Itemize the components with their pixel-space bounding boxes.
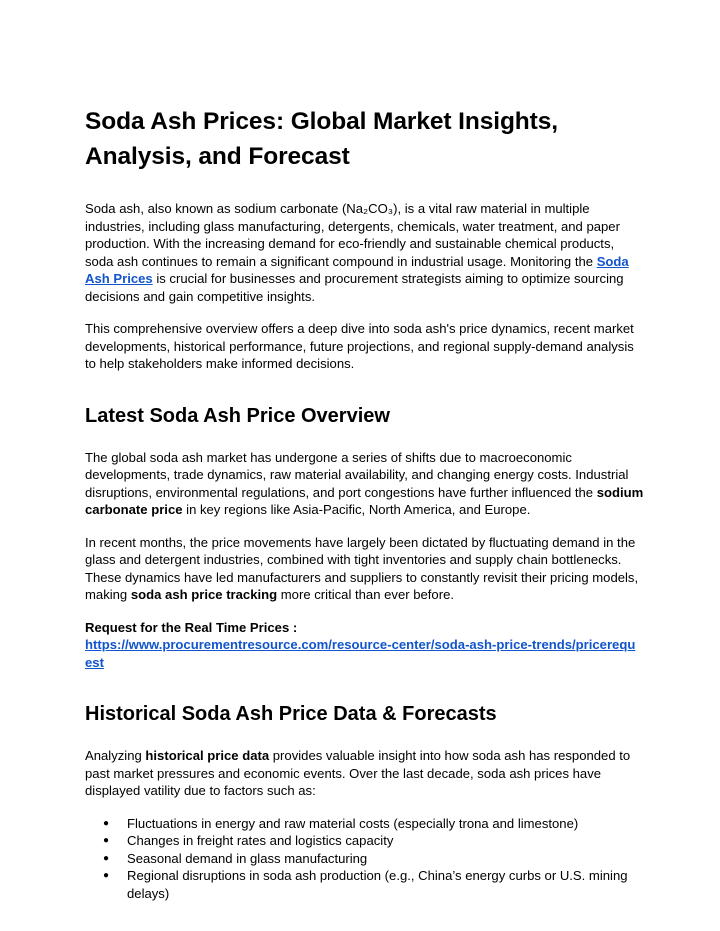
historical-text-1: Analyzing [85,748,146,763]
list-item [85,832,645,850]
price-tracking-bold: soda ash price tracking [130,587,278,602]
latest-p2-text-2: more critical than ever before. [277,587,454,602]
request-url-line-2: est [85,654,104,670]
section-heading-historical: Historical Soda Ash Price Data & Forecasts [85,703,497,725]
historical-text-2: provides valuable insight into how soda ash has responded to past market pressures and economic events. Over the last decade, soda ash prices have displayed vatility due to factors such as: [85,748,631,798]
bullet-icon: ● [103,870,110,881]
latest-price-paragraph-2 [85,534,645,604]
request-block [85,619,645,672]
document-title: Soda Ash Prices: Global Market Insights, Analysis, and Forecast [85,108,558,170]
bullet-icon: ● [103,835,110,846]
historical-paragraph [85,747,645,800]
overview-paragraph: This comprehensive overview offers a deep dive into soda ash's price dynamics, recent market developments, historical performance, future projections, and regional supply-demand analysis to help stakeholders make informed decisions. [85,321,634,371]
latest-price-paragraph-1 [85,449,645,519]
request-url-line-1: https://www.procurementresource.com/resource-center/soda-ash-price-trends/pricerequ [85,637,636,652]
list-item [85,850,645,868]
list-item-text: Fluctuations in energy and raw material costs (especially trona and limestone) [127,815,579,831]
list-item-text: Changes in freight rates and logistics capacity [127,833,394,848]
list-item [85,815,645,833]
intro-text-1: Soda ash, also known as sodium carbonate (Na₂CO₃), is a vital raw material in multiple industries, including glass manufacturing, detergents, chemicals, water treatment, and paper production. With the increasing demand for eco-friendly and sustainable chemical products, soda ash continues to remain a significant compound in industrial usage. Monitoring the [85,201,620,269]
intro-paragraph [85,200,645,305]
request-price-link[interactable] [85,637,635,670]
section-heading-latest-price: Latest Soda Ash Price Overview [85,404,390,427]
historical-price-data-bold: historical price data [145,748,270,763]
bullet-icon: ● [103,852,110,864]
list-item [85,867,645,902]
intro-text-2: is crucial for businesses and procurement strategists aiming to optimize sourcing decisions and gain competitive insights. [85,271,624,304]
list-item-text: Regional disruptions in soda ash production (e.g., China’s energy curbs or U.S. mining delays) [127,868,628,901]
latest-p1-text-1: The global soda ash market has undergone a series of shifts due to macroeconomic developments, trade dynamics, raw material availability, and changing energy costs. Industrial disruptions, environmental regulations, and port congestions have further influenced the [85,449,629,500]
latest-p1-text-2: in key regions like Asia-Pacific, North America, and Europe. [182,502,531,517]
bullet-icon: ● [103,817,110,829]
soda-ash-prices-link[interactable]: Soda Ash Prices [85,253,629,286]
list-item-text: Seasonal demand in glass manufacturing [127,850,368,866]
latest-p2-text-1: In recent months, the price movements have largely been dictated by fluctuating demand in the glass and detergent industries, combined with tight inventories and supply chain bottlenecks. These dynamics have led manufacturers and suppliers to constantly revisit their pricing models, making [85,534,639,602]
sodium-carbonate-price-bold: sodium carbonate price [85,484,644,517]
request-label: Request for the Real Time Prices : [85,619,298,635]
factors-list [85,815,645,903]
